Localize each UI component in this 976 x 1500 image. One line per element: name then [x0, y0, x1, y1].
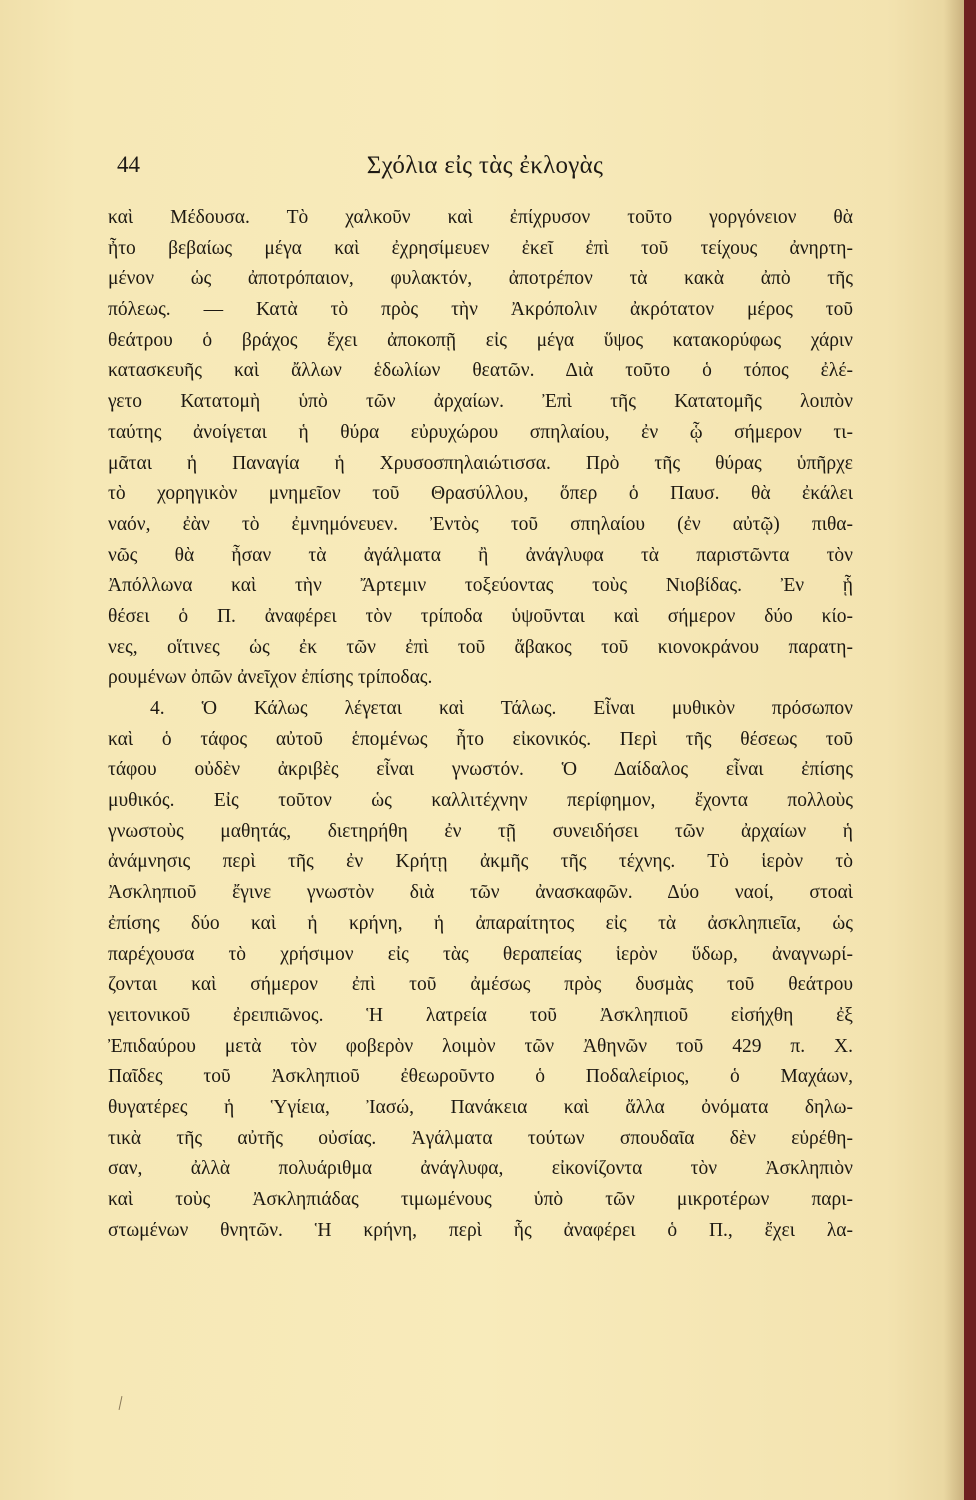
margin-pencil-mark	[119, 1396, 123, 1410]
text-line: τικὰ τῆς αὐτῆς οὐσίας. Ἀγάλματα τούτων σπουδαῖα δὲν εὑρέθη-	[108, 1127, 853, 1149]
text-line: νες, οἵτινες ὡς ἐκ τῶν ἐπὶ τοῦ ἄβακος τοῦ κιονοκράνου παρατη-	[108, 636, 853, 658]
text-line: παρέχουσα τὸ χρήσιμον εἰς τὰς θεραπείας ἱερὸν ὕδωρ, ἀναγνωρί-	[108, 943, 853, 965]
text-line: γειτονικοῦ ἐρειπιῶνος. Ἡ λατρεία τοῦ Ἀσκληπιοῦ εἰσήχθη ἐξ	[108, 1004, 853, 1026]
text-line: τάφου οὐδὲν ἀκριβὲς εἶναι γνωστόν. Ὁ Δαίδαλος εἶναι ἐπίσης	[108, 759, 853, 781]
paragraph-end-line: ρουμένων ὀπῶν ἀνεῖχον ἐπίσης τρίποδας.	[108, 667, 433, 689]
text-line: Ἀσκληπιοῦ ἔγινε γνωστὸν διὰ τῶν ἀνασκαφῶν. Δύο ναοί, στοαὶ	[108, 882, 853, 904]
section-4-start-line: 4. Ὁ Κάλως λέγεται καὶ Τάλως. Εἶναι μυθικὸν πρόσωπον	[150, 698, 853, 719]
text-line: μυθικός. Εἰς τοῦτον ὡς καλλιτέχνην περίφημον, ἔχοντα πολλοὺς	[108, 790, 853, 812]
page-header	[115, 152, 855, 192]
text-line: ἦτο βεβαίως μέγα καὶ ἐχρησίμευεν ἐκεῖ ἐπὶ τοῦ τείχους ἀνηρτη-	[108, 237, 853, 259]
text-line: καὶ τοὺς Ἀσκληπιάδας τιμωμένους ὑπὸ τῶν μικροτέρων παρι-	[108, 1189, 853, 1210]
text-line: μένον ὡς ἀποτρόπαιον, φυλακτόν, ἀποτρέπον τὰ κακὰ ἀπὸ τῆς	[108, 268, 853, 290]
text-line: Παῖδες τοῦ Ἀσκληπιοῦ ἐθεωροῦντο ὁ Ποδαλείριος, ὁ Μαχάων,	[108, 1066, 853, 1088]
text-line: κατασκευῆς καὶ ἄλλων ἑδωλίων θεατῶν. Διὰ τοῦτο ὁ τόπος ἐλέ-	[108, 360, 853, 382]
text-line: στωμένων θνητῶν. Ἡ κρήνη, περὶ ἧς ἀναφέρει ὁ Π., ἔχει λα-	[108, 1219, 853, 1241]
text-line: ναόν, ἐὰν τὸ ἐμνημόνευεν. Ἐντὸς τοῦ σπηλαίου (ἐν αὐτῷ) πιθα-	[108, 513, 853, 535]
text-line: γνωστοὺς μαθητάς, διετηρήθη ἐν τῇ συνειδήσει τῶν ἀρχαίων ἡ	[108, 820, 853, 842]
text-line: ἀνάμνησις περὶ τῆς ἐν Κρήτῃ ἀκμῆς τῆς τέχνης. Τὸ ἱερὸν τὸ	[108, 851, 853, 873]
body-text	[108, 203, 853, 1246]
text-line: γετο Κατατομὴ ὑπὸ τῶν ἀρχαίων. Ἐπὶ τῆς Κατατομῆς λοιπὸν	[108, 391, 853, 413]
text-line: μᾶται ἡ Παναγία ἡ Χρυσοσπηλαιώτισσα. Πρὸ τῆς θύρας ὑπῆρχε	[108, 452, 853, 474]
text-line: ἐπίσης δύο καὶ ἡ κρήνη, ἡ ἀπαραίτητος εἰς τὰ ἀσκληπιεῖα, ὡς	[108, 912, 853, 934]
text-line: καὶ Μέδουσα. Τὸ χαλκοῦν καὶ ἐπίχρυσον τοῦτο γοργόνειον θὰ	[108, 207, 853, 228]
text-line: θυγατέρες ἡ Ὑγίεια, Ἰασώ, Πανάκεια καὶ ἄλλα ὀνόματα δηλω-	[108, 1096, 853, 1118]
running-title: Σχόλια εἰς τὰς ἐκλογὰς	[366, 152, 604, 179]
text-line: καὶ ὁ τάφος αὐτοῦ ἑπομένως ἦτο εἰκονικός. Περὶ τῆς θέσεως τοῦ	[108, 728, 853, 750]
text-line: πόλεως. — Κατὰ τὸ πρὸς τὴν Ἀκρόπολιν ἀκρότατον μέρος τοῦ	[108, 299, 853, 321]
text-line: ζονται καὶ σήμερον ἐπὶ τοῦ ἀμέσως πρὸς δυσμὰς τοῦ θεάτρου	[108, 974, 853, 996]
text-line: σαν, ἀλλὰ πολυάριθμα ἀνάγλυφα, εἰκονίζοντα τὸν Ἀσκληπιὸν	[108, 1158, 853, 1180]
text-line: θέσει ὁ Π. ἀναφέρει τὸν τρίποδα ὑψοῦνται καὶ σήμερον δύο κίο-	[108, 605, 853, 627]
text-line: ταύτης ἀνοίγεται ἡ θύρα εὐρυχώρου σπηλαίου, ἐν ᾧ σήμερον τι-	[108, 421, 853, 443]
text-line: Ἐπιδαύρου μετὰ τὸν φοβερὸν λοιμὸν τῶν Ἀθηνῶν τοῦ 429 π. Χ.	[108, 1035, 853, 1057]
text-line: Ἀπόλλωνα καὶ τὴν Ἄρτεμιν τοξεύοντας τοὺς Νιοβίδας. Ἐν ᾗ	[108, 575, 853, 597]
text-line: θεάτρου ὁ βράχος ἔχει ἀποκοπῇ εἰς μέγα ὕψος κατακορύφως χάριν	[108, 329, 853, 351]
text-line: τὸ χορηγικὸν μνημεῖον τοῦ Θρασύλλου, ὅπερ ὁ Παυσ. θὰ ἐκάλει	[108, 483, 853, 505]
text-line: νῶς θὰ ἦσαν τὰ ἀγάλματα ἢ ἀνάγλυφα τὰ παριστῶντα τὸν	[108, 544, 853, 566]
page-number: 44	[117, 152, 140, 177]
